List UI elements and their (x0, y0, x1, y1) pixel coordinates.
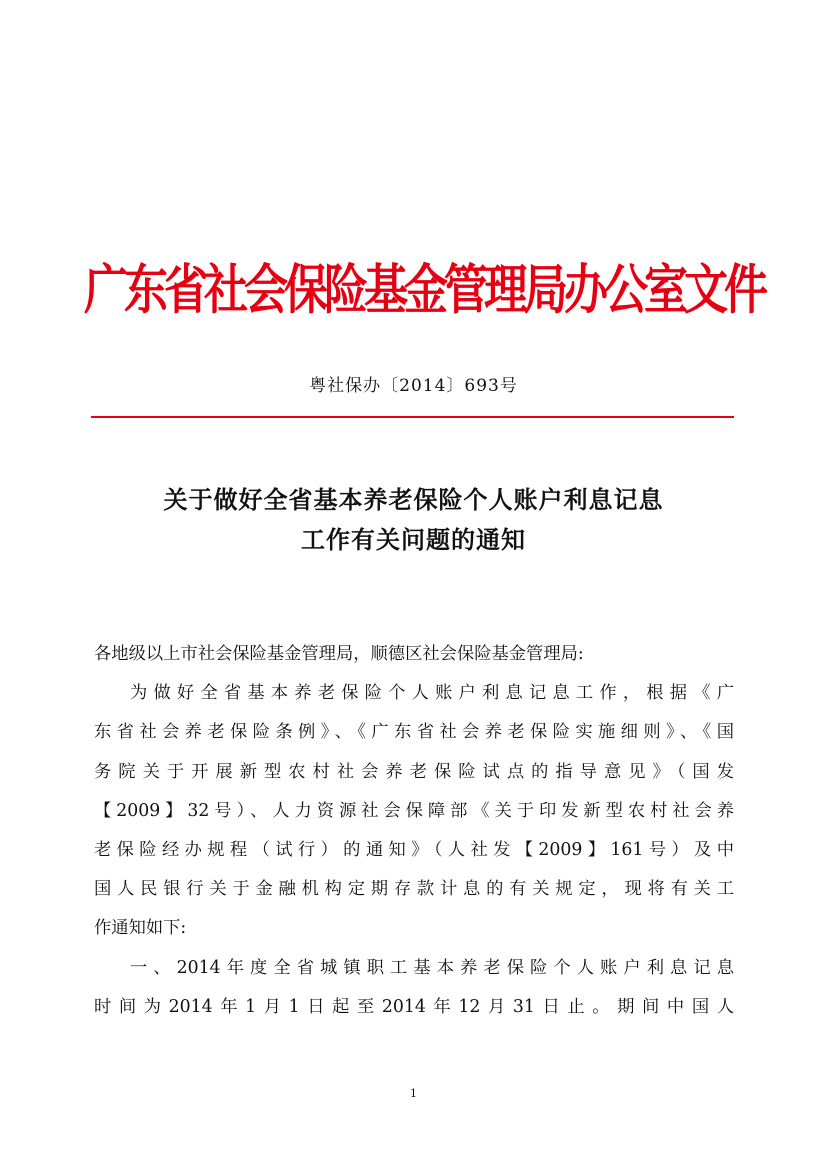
document-number: 粤社保办〔2014〕693号 (309, 376, 518, 396)
paragraph-2-line-2: 时间为2014年1月1日起至2014年12月31日止。期间中国人 (94, 996, 734, 1017)
notice-body (94, 635, 734, 1027)
paragraph-1-line-6: 国人民银行关于金融机构定期存款计息的有关规定，现将有关工 (94, 879, 734, 900)
notice-title-line-2: 工作有关问题的通知 (301, 525, 526, 554)
paragraph-1-line-7: 作通知如下: (94, 918, 187, 939)
agency-header-title: 广东省社会保险基金管理局办公室文件 (84, 259, 764, 322)
notice-title-line-1: 关于做好全省基本养老保险个人账户利息记息 (163, 485, 664, 514)
paragraph-2-line-1: 一、2014年度全省城镇职工基本养老保险个人账户利息记息 (130, 957, 734, 978)
paragraph-1-line-5: 老保险经办规程（试行）的通知》（人社发【2009】161号）及中 (94, 839, 734, 860)
salutation: 各地级以上市社会保险基金管理局，顺德区社会保险基金管理局: (94, 644, 584, 664)
paragraph-1-line-3: 务院关于开展新型农村社会养老保险试点的指导意见》（国发 (94, 761, 734, 782)
page-number: 1 (410, 1087, 417, 1100)
paragraph-1-line-2: 东省社会养老保险条例》、《广东省社会养老保险实施细则》、《国 (94, 722, 734, 743)
paragraph-1-line-1: 为做好全省基本养老保险个人账户利息记息工作，根据《广 (130, 683, 734, 704)
paragraph-1-line-4: 【2009】32号）、人力资源社会保障部《关于印发新型农村社会养 (94, 800, 734, 821)
notice-title (90, 480, 737, 560)
red-divider-line (91, 416, 734, 418)
